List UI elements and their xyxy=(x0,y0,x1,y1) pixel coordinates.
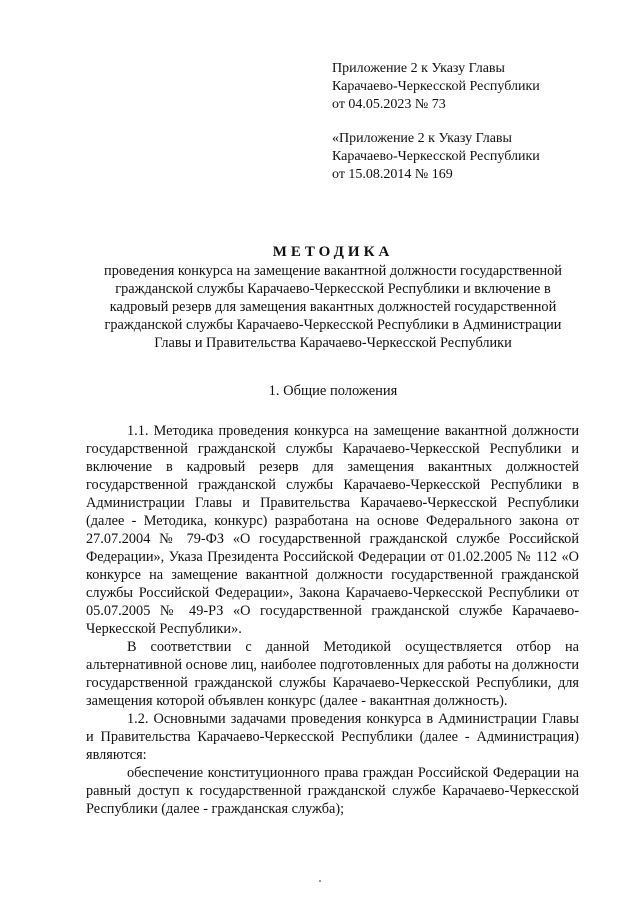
paragraph-rights: обеспечение конституционного права граждан Российской Федерации на равный доступ к государственной гражданской службе Карачаево-Черкесской Республики (далее - гражданская служба); xyxy=(86,765,579,817)
attachment-line: Приложение 2 к Указу Главы xyxy=(332,61,505,76)
paragraph-selection: В соответствии с данной Методикой осуществляется отбор на альтернативной основе лиц, наиболее подготовленных для работы на должности государственной гражданской службы Карачаево-Черкесской Республики, для замещения которой объявлен конкурс (далее - вакантная должность). xyxy=(86,639,579,709)
body-text xyxy=(86,422,579,818)
paragraph-1-2: 1.2. Основными задачами проведения конкурса в Администрации Главы и Правительства Карачаево-Черкесской Республики (далее - Администрация) являются: xyxy=(86,711,579,763)
paragraph-1-1: 1.1. Методика проведения конкурса на замещение вакантной должности государственной гражданской службы Карачаево-Черкесской Республики и включение в кадровый резерв для замещения вакантных должностей государственной гражданской службы Карачаево-Черкесской Республики в Администрации Главы и Правительства Карачаево-Черкесской Республики (далее - Методика, конкурс) разработана на основе Федерального закона от 27.07.2004 № 79-ФЗ «О государственной гражданской службе Российской Федерации», Указа Президента Российской Федерации от 01.02.2005 № 112 «О конкурсе на замещение вакантной должности государственной гражданской службы Российской Федерации», Закона Карачаево-Черкесской Республики от 05.07.2005 № 49-РЗ «О государственной гражданской службе Карачаево-Черкесской Республики». xyxy=(86,423,579,637)
page-mark xyxy=(319,880,321,882)
prev-attachment-line: «Приложение 2 к Указу Главы xyxy=(332,131,512,146)
document-title: МЕТОДИКА xyxy=(272,244,394,260)
attachment-line: Карачаево-Черкесской Республики xyxy=(332,79,540,94)
attachment-line: от 04.05.2023 № 73 xyxy=(332,97,446,112)
prev-attachment-line: от 15.08.2014 № 169 xyxy=(332,167,453,182)
attachment-block xyxy=(332,60,612,184)
prev-attachment-line: Карачаево-Черкесской Республики xyxy=(332,149,540,164)
section-heading: 1. Общие положения xyxy=(268,383,398,399)
document-title-block xyxy=(86,242,580,352)
document-subtitle: проведения конкурса на замещение вакантной должности государственной гражданской службы Карачаево-Черкесской Республики и включение в кадровый резерв для замещения вакантных должностей государственной гражданской службы Карачаево-Черкесской Республики в Администрации Главы и Правительства Карачаево-Черкесской Республики xyxy=(104,263,562,351)
